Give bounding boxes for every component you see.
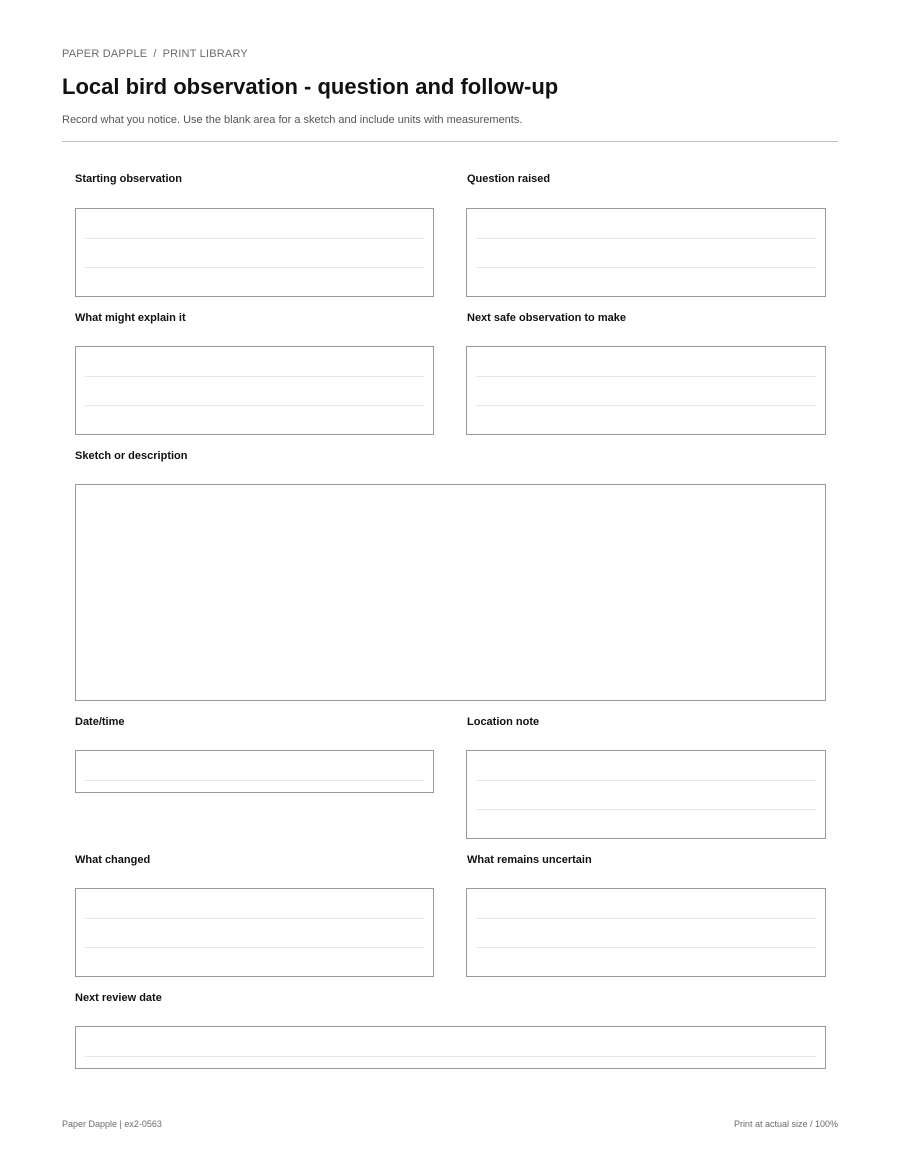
breadcrumb	[62, 48, 248, 60]
writing-guide-line	[476, 267, 816, 268]
writing-guide-line	[85, 780, 424, 781]
next-safe-observation-field[interactable]	[466, 346, 826, 435]
writing-guide-line	[476, 780, 816, 781]
what-might-explain-label: What might explain it	[75, 312, 186, 324]
writing-guide-line	[85, 376, 424, 377]
breadcrumb-separator: /	[153, 48, 157, 60]
breadcrumb-section: PRINT LIBRARY	[162, 48, 248, 60]
breadcrumb-brand: PAPER DAPPLE	[62, 48, 148, 60]
next-safe-observation-label: Next safe observation to make	[467, 312, 626, 324]
location-note-label: Location note	[467, 716, 540, 728]
writing-guide-line	[476, 947, 816, 948]
what-remains-uncertain-label: What remains uncertain	[467, 854, 592, 866]
next-review-date-label: Next review date	[75, 992, 162, 1004]
header-divider	[62, 141, 838, 142]
sketch-label: Sketch or description	[75, 450, 188, 462]
date-time-field[interactable]	[75, 750, 434, 793]
writing-guide-line	[476, 405, 816, 406]
writing-guide-line	[85, 238, 424, 239]
what-changed-label: What changed	[75, 854, 151, 866]
writing-guide-line	[85, 918, 424, 919]
writing-guide-line	[476, 376, 816, 377]
writing-guide-line	[476, 809, 816, 810]
writing-guide-line	[85, 267, 424, 268]
what-remains-uncertain-field[interactable]	[466, 888, 826, 977]
starting-observation-field[interactable]	[75, 208, 434, 297]
writing-guide-line	[85, 947, 424, 948]
date-time-label: Date/time	[75, 716, 125, 728]
writing-guide-line	[476, 918, 816, 919]
instructions-text: Record what you notice. Use the blank area for a sketch and include units with measurements.	[62, 114, 523, 126]
sketch-area[interactable]	[75, 484, 826, 701]
next-review-date-field[interactable]	[75, 1026, 826, 1069]
page-title: Local bird observation - question and follow-up	[62, 74, 559, 99]
writing-guide-line	[476, 238, 816, 239]
footer-document-id: Paper Dapple | ex2-0563	[62, 1119, 162, 1129]
writing-guide-line	[85, 405, 424, 406]
footer-print-note: Print at actual size / 100%	[733, 1119, 838, 1129]
location-note-field[interactable]	[466, 750, 826, 839]
question-raised-field[interactable]	[466, 208, 826, 297]
question-raised-label: Question raised	[467, 173, 551, 185]
writing-guide-line	[85, 1056, 816, 1057]
starting-observation-label: Starting observation	[75, 173, 182, 185]
what-changed-field[interactable]	[75, 888, 434, 977]
what-might-explain-field[interactable]	[75, 346, 434, 435]
